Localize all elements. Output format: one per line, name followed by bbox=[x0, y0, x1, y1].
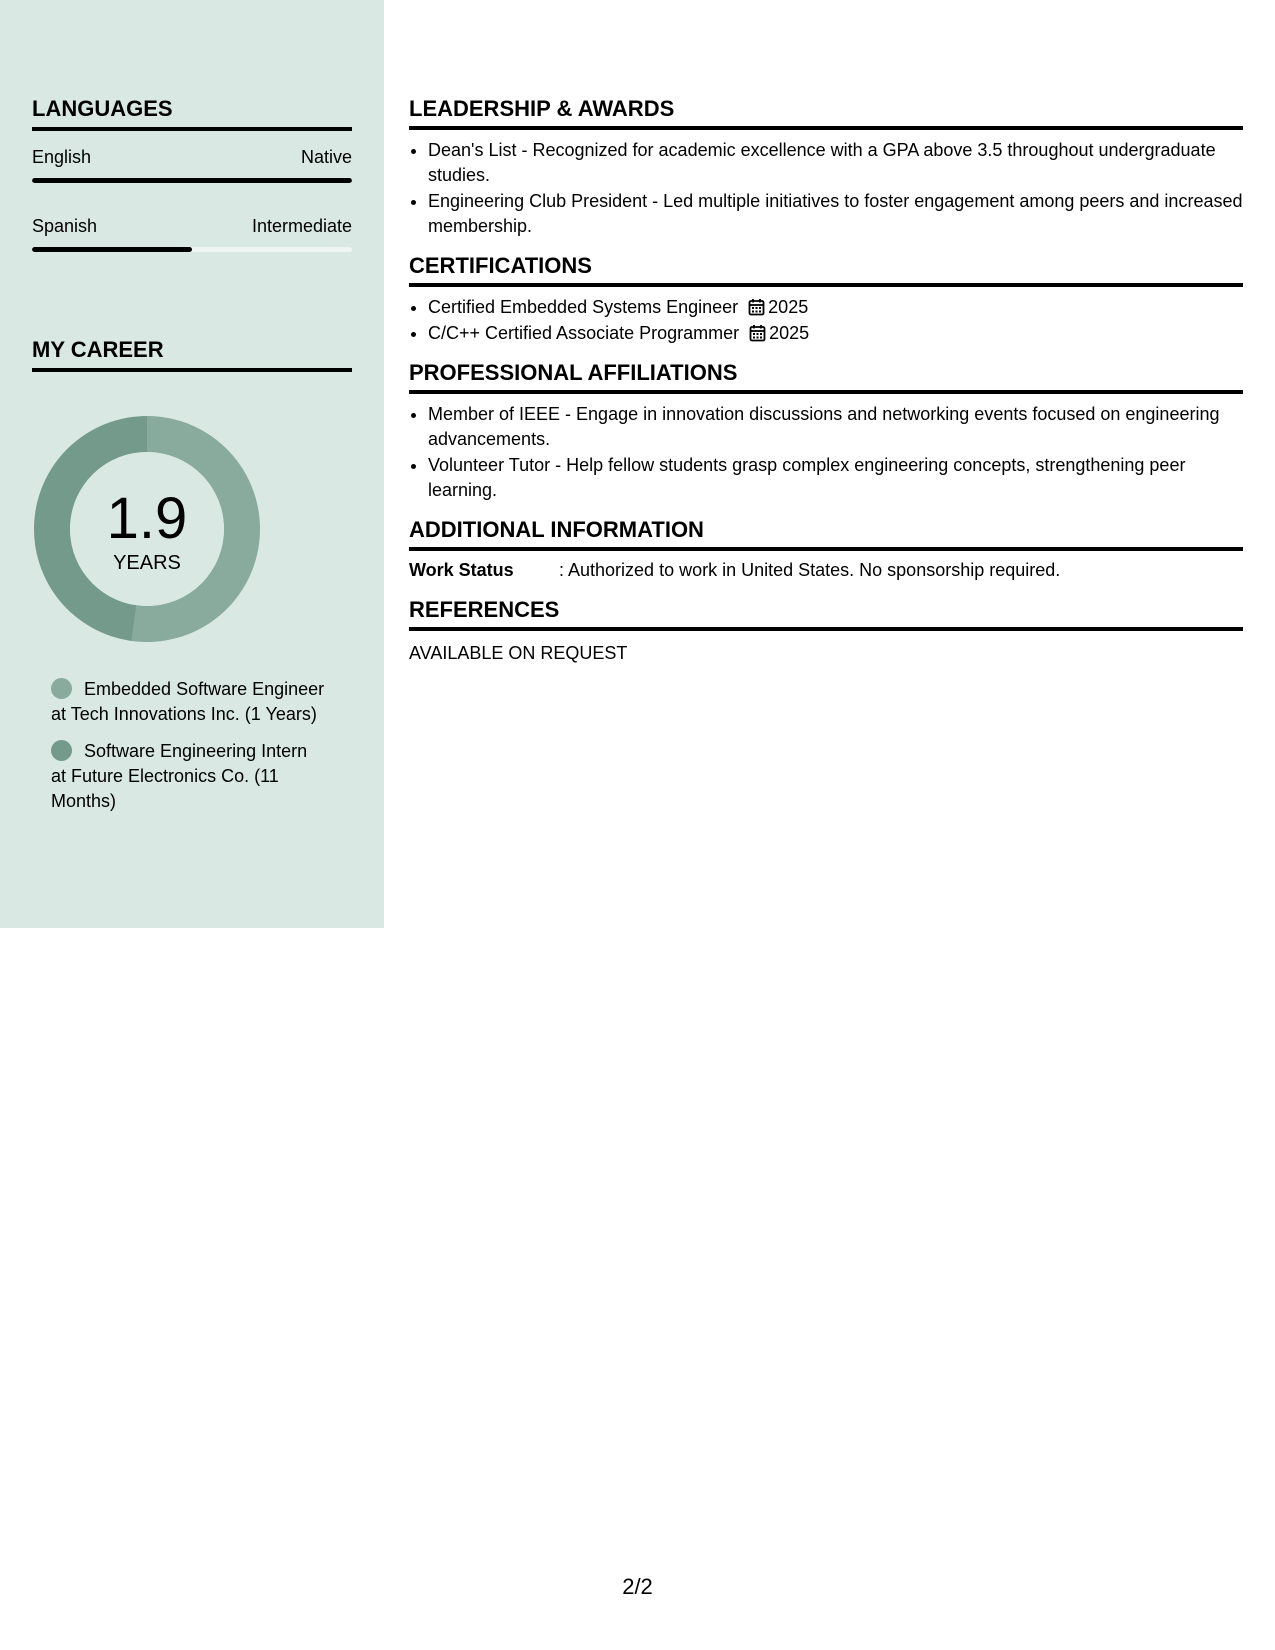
certifications-list bbox=[409, 295, 1243, 346]
list-item: • Member of IEEE - Engage in innovation discussions and networking events focused on engineering advancements. bbox=[428, 402, 1243, 452]
languages-heading: LANGUAGES bbox=[32, 96, 352, 131]
career-legend-item bbox=[51, 739, 326, 814]
references-heading: REFERENCES bbox=[409, 597, 1243, 631]
language-proficiency-bar bbox=[32, 247, 352, 252]
list-item: • Dean's List - Recognized for academic excellence with a GPA above 3.5 throughout undergraduate studies. bbox=[428, 138, 1243, 188]
additional-info-heading: ADDITIONAL INFORMATION bbox=[409, 517, 1243, 551]
language-level: Native bbox=[300, 147, 352, 167]
list-item: • Volunteer Tutor - Help fellow students grasp complex engineering concepts, strengthening peer learning. bbox=[428, 453, 1243, 503]
legend-dot-icon bbox=[51, 740, 72, 761]
certification-name: Certified Embedded Systems Engineer bbox=[428, 297, 739, 317]
work-status-row bbox=[409, 558, 1243, 583]
career-donut-chart bbox=[34, 416, 260, 642]
calendar-icon bbox=[748, 298, 765, 316]
language-proficiency-bar bbox=[32, 178, 352, 183]
leadership-section bbox=[409, 96, 1243, 239]
career-legend-label: Embedded Software Engineer at Tech Innovations Inc. (1 Years) bbox=[51, 679, 325, 724]
career-total-years: 1.9 bbox=[106, 486, 188, 551]
legend-dot-icon bbox=[51, 678, 72, 699]
language-name: Spanish bbox=[32, 216, 98, 236]
references-text: AVAILABLE ON REQUEST bbox=[409, 643, 628, 663]
career-legend-item bbox=[51, 677, 326, 727]
career-section bbox=[32, 337, 352, 372]
list-item bbox=[428, 321, 1243, 346]
language-level: Intermediate bbox=[251, 216, 352, 236]
career-legend-label: Software Engineering Intern at Future Electronics Co. (11 Months) bbox=[51, 741, 308, 811]
work-status-value: : Authorized to work in United States. No sponsorship required. bbox=[559, 560, 1061, 580]
certifications-section bbox=[409, 253, 1243, 346]
calendar-icon bbox=[749, 324, 766, 342]
page-number: 2/2 bbox=[622, 1574, 653, 1599]
career-legend bbox=[51, 677, 326, 826]
leadership-list bbox=[409, 138, 1243, 239]
leadership-heading: LEADERSHIP & AWARDS bbox=[409, 96, 1243, 130]
certification-year: 2025 bbox=[768, 297, 809, 317]
career-heading: MY CAREER bbox=[32, 337, 352, 372]
affiliations-list bbox=[409, 402, 1243, 503]
list-item bbox=[428, 295, 1243, 320]
sidebar bbox=[0, 0, 384, 928]
certification-name: C/C++ Certified Associate Programmer bbox=[428, 323, 740, 343]
certifications-heading: CERTIFICATIONS bbox=[409, 253, 1243, 287]
main-content bbox=[409, 96, 1243, 680]
language-entry-english bbox=[32, 146, 352, 183]
language-proficiency-fill bbox=[32, 247, 192, 252]
list-item: • Engineering Club President - Led multiple initiatives to foster engagement among peers and increased membership. bbox=[428, 189, 1243, 239]
language-entry-spanish bbox=[32, 215, 352, 252]
career-donut-center bbox=[34, 416, 260, 642]
language-name: English bbox=[32, 147, 92, 167]
work-status-label: Work Status bbox=[409, 560, 514, 580]
certification-year: 2025 bbox=[769, 323, 810, 343]
affiliations-heading: PROFESSIONAL AFFILIATIONS bbox=[409, 360, 1243, 394]
affiliations-section bbox=[409, 360, 1243, 503]
additional-info-section bbox=[409, 517, 1243, 583]
career-total-unit: YEARS bbox=[113, 552, 181, 574]
languages-section bbox=[32, 96, 352, 252]
language-proficiency-fill bbox=[32, 178, 352, 183]
references-section bbox=[409, 597, 1243, 666]
